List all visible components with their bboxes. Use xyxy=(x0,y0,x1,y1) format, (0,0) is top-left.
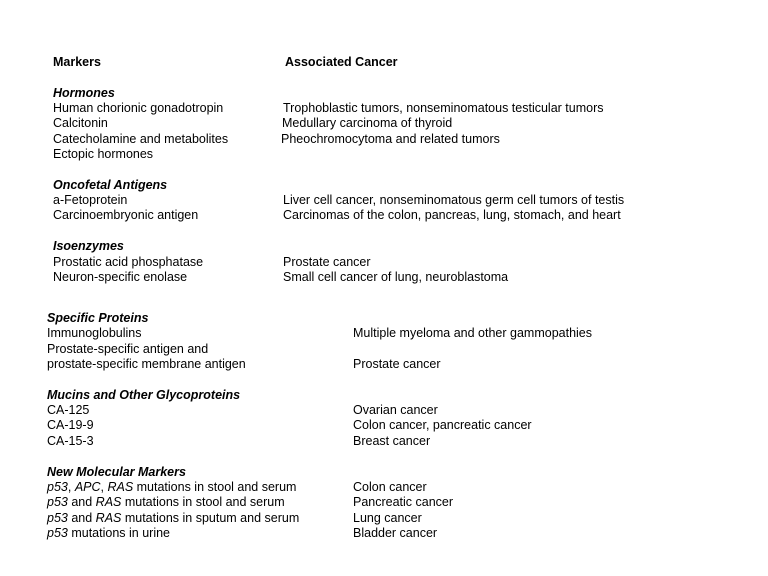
marker-name xyxy=(47,480,296,495)
marker-name: CA-15-3 xyxy=(47,434,94,448)
section-title-mucins: Mucins and Other Glycoproteins xyxy=(47,388,241,402)
marker-name: Neuron-specific enolase xyxy=(53,270,188,284)
marker-name: Prostatic acid phosphatase xyxy=(53,255,204,269)
marker-name xyxy=(47,526,170,541)
gene-name: p53 xyxy=(47,526,68,540)
section-title-oncofetal: Oncofetal Antigens xyxy=(53,178,168,192)
marker-description: mutations in stool and serum xyxy=(121,495,285,509)
separator: , xyxy=(100,480,108,494)
marker-name: CA-125 xyxy=(47,403,90,417)
marker-name xyxy=(47,495,285,510)
associated-cancer: Trophoblastic tumors, nonseminomatous testicular tumors xyxy=(283,101,604,115)
section-title-isoenzymes: Isoenzymes xyxy=(53,239,124,253)
separator: , xyxy=(67,480,75,494)
associated-cancer: Pheochromocytoma and related tumors xyxy=(281,132,500,146)
marker-name: prostate-specific membrane antigen xyxy=(47,357,246,371)
gene-name: RAS xyxy=(107,480,134,494)
associated-cancer: Bladder cancer xyxy=(353,526,438,540)
section-title-specific-proteins: Specific Proteins xyxy=(47,311,149,325)
associated-cancer: Breast cancer xyxy=(353,434,431,448)
marker-description: mutations in stool and serum xyxy=(133,480,297,494)
marker-name: Calcitonin xyxy=(53,116,108,130)
associated-cancer: Prostate cancer xyxy=(283,255,371,269)
marker-name xyxy=(47,511,299,526)
associated-cancer: Prostate cancer xyxy=(353,357,441,371)
gene-name: RAS xyxy=(95,495,122,509)
associated-cancer: Liver cell cancer, nonseminomatous germ cell tumors of testis xyxy=(283,193,625,207)
associated-cancer: Multiple myeloma and other gammopathies xyxy=(353,326,593,340)
associated-cancer: Carcinomas of the colon, pancreas, lung, stomach, and heart xyxy=(283,208,621,222)
marker-name: Immunoglobulins xyxy=(47,326,142,340)
marker-name: Ectopic hormones xyxy=(53,147,154,161)
gene-name: p53 xyxy=(47,480,68,494)
separator: and xyxy=(67,511,96,525)
gene-name: p53 xyxy=(47,511,68,525)
header-associated-cancer: Associated Cancer xyxy=(285,55,398,69)
associated-cancer: Ovarian cancer xyxy=(353,403,438,417)
marker-name: a-Fetoprotein xyxy=(53,193,128,207)
separator: and xyxy=(67,495,96,509)
marker-description: mutations in sputum and serum xyxy=(121,511,300,525)
associated-cancer: Small cell cancer of lung, neuroblastoma xyxy=(283,270,509,284)
marker-name: Carcinoembryonic antigen xyxy=(53,208,199,222)
gene-name: p53 xyxy=(47,495,68,509)
marker-name: Catecholamine and metabolites xyxy=(53,132,229,146)
associated-cancer: Medullary carcinoma of thyroid xyxy=(282,116,453,130)
associated-cancer: Colon cancer xyxy=(353,480,427,494)
associated-cancer: Pancreatic cancer xyxy=(353,495,454,509)
header-markers: Markers xyxy=(53,55,101,69)
marker-name: Human chorionic gonadotropin xyxy=(53,101,224,115)
gene-name: RAS xyxy=(95,511,122,525)
marker-description: mutations in urine xyxy=(67,526,170,540)
marker-name: CA-19-9 xyxy=(47,418,94,432)
marker-name: Prostate-specific antigen and xyxy=(47,342,209,356)
section-title-hormones: Hormones xyxy=(53,86,115,100)
associated-cancer: Lung cancer xyxy=(353,511,422,525)
gene-name: APC xyxy=(74,480,101,494)
associated-cancer: Colon cancer, pancreatic cancer xyxy=(353,418,532,432)
section-title-molecular: New Molecular Markers xyxy=(47,465,186,479)
